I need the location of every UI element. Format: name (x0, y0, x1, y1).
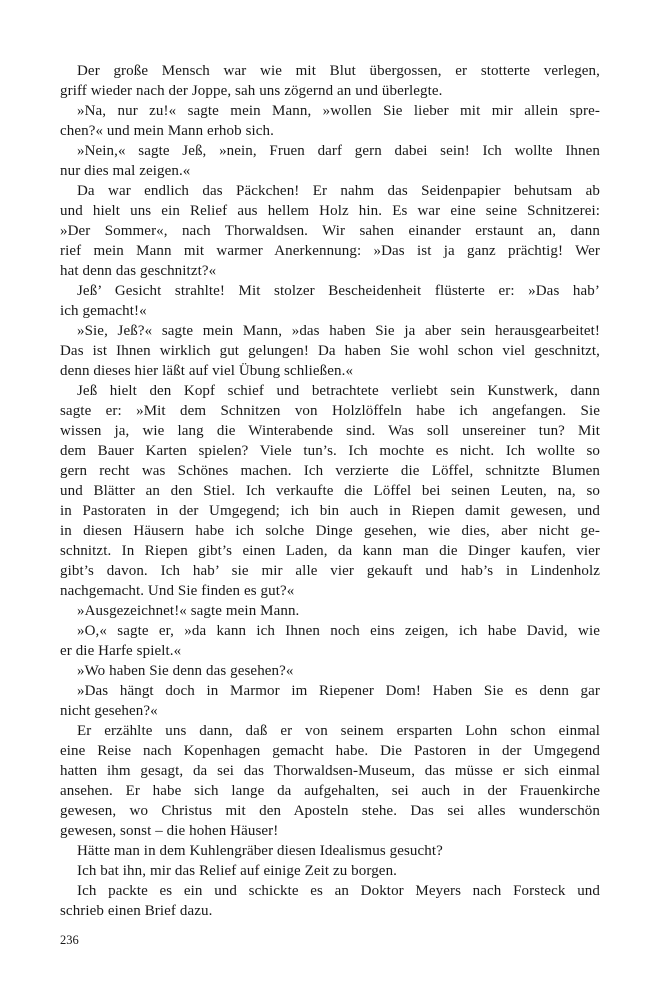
text-line: rief mein Mann mit warmer Anerkennung: »Das ist ja ganz prächtig! Wer (60, 243, 600, 259)
text-line: nachgemacht. Und Sie finden es gut?« (60, 583, 295, 599)
text-line: und hielt uns ein Relief aus hellem Holz hin. Es war eine seine Schnitzerei: (60, 203, 600, 219)
text-line: gewesen, wo Christus mit den Aposteln stehe. Das sei alles wunderschön (60, 803, 600, 819)
text-line: gewesen, sonst – die hohen Häuser! (60, 823, 279, 839)
text-line: sagte er: »Mit dem Schnitzen von Holzlöffeln habe ich angefangen. Sie (60, 403, 600, 419)
text-line: in diesen Häusern habe ich solche Dinge gesehen, wie dies, aber nicht ge- (60, 523, 600, 539)
text-line: Das ist Ihnen wirklich gut gelungen! Da haben Sie wohl schon viel geschnitzt, (60, 343, 600, 359)
text-line: »Nein,« sagte Jeß, »nein, Fruen darf gern dabei sein! Ich wollte Ihnen (77, 143, 600, 159)
text-line: in Pastoraten in der Umgegend; ich bin auch in Riepen damit gewesen, und (60, 503, 600, 519)
text-line: und Blätter an den Stiel. Ich verkaufte die Löffel bei seinen Leuten, na, so (60, 483, 600, 499)
text-line: »Der Sommer«, nach Thorwaldsen. Wir sahen einander erstaunt an, dann (60, 223, 600, 239)
text-line: Da war endlich das Päckchen! Er nahm das Seidenpapier behutsam ab (77, 183, 600, 199)
text-line: griff wieder nach der Joppe, sah uns zögernd an und überlegte. (60, 83, 443, 99)
text-line: Ich packte es ein und schickte es an Doktor Meyers nach Forsteck und (77, 883, 600, 899)
page-number: 236 (60, 933, 79, 947)
text-line: hatten ihm gesagt, da sei das Thorwaldsen-Museum, das müsse er sich einmal (60, 763, 600, 779)
text-line: gern recht was Schönes machen. Ich verzierte die Löffel, schnitzte Blumen (60, 463, 600, 479)
text-line: »Sie, Jeß?« sagte mein Mann, »das haben Sie ja aber sein herausgearbeitet! (77, 323, 600, 339)
text-line: »Na, nur zu!« sagte mein Mann, »wollen Sie lieber mit mir allein spre- (77, 103, 600, 119)
text-line: hat denn das geschnitzt?« (60, 263, 217, 279)
text-line: er die Harfe spielt.« (60, 643, 182, 659)
text-line: schrieb einen Brief dazu. (60, 903, 213, 919)
text-line: Ich bat ihn, mir das Relief auf einige Zeit zu borgen. (77, 863, 398, 879)
text-line: Er erzählte uns dann, daß er von seinem ersparten Lohn schon einmal (77, 723, 600, 739)
text-line: »Wo haben Sie denn das gesehen?« (77, 663, 294, 679)
text-line: Hätte man in dem Kuhlengräber diesen Idealismus gesucht? (77, 843, 443, 859)
text-line: nur dies mal zeigen.« (60, 163, 191, 179)
text-line: ich gemacht!« (60, 303, 147, 319)
text-line: wissen ja, wie lang die Winterabende sind. Was soll unsereiner tun? Mit (60, 423, 600, 439)
text-line: dem Bauer Karten spielen? Viele tun’s. Ich mochte es nicht. Ich wollte so (60, 443, 600, 459)
text-line: »Ausgezeichnet!« sagte mein Mann. (77, 603, 300, 619)
text-line: denn dieses hier läßt auf viel Übung schließen.« (60, 363, 354, 379)
text-line: nicht gesehen?« (60, 703, 158, 719)
text-line: eine Reise nach Kopenhagen gemacht habe. Die Pastoren in der Umgegend (60, 743, 600, 759)
text-line: »Das hängt doch in Marmor im Riepener Dom! Haben Sie es denn gar (77, 683, 600, 699)
text-line: chen?« und mein Mann erhob sich. (60, 123, 274, 139)
text-line: ansehen. Er habe sich lange da aufgehalten, sei auch in der Frauenkirche (60, 783, 600, 799)
text-block (60, 61, 600, 921)
text-line: gibt’s davon. Ich hab’ sie mir alle vier gekauft und hab’s in Lindenholz (60, 563, 600, 579)
text-line: schnitzt. In Riepen gibt’s einen Laden, da kann man die Dinger kaufen, vier (60, 543, 600, 559)
text-line: Der große Mensch war wie mit Blut übergossen, er stotterte verlegen, (77, 63, 600, 79)
text-line: Jeß hielt den Kopf schief und betrachtete verliebt sein Kunstwerk, dann (77, 383, 600, 399)
text-line: Jeß’ Gesicht strahlte! Mit stolzer Bescheidenheit flüsterte er: »Das hab’ (77, 283, 600, 299)
text-line: »O,« sagte er, »da kann ich Ihnen noch eins zeigen, ich habe David, wie (77, 623, 600, 639)
